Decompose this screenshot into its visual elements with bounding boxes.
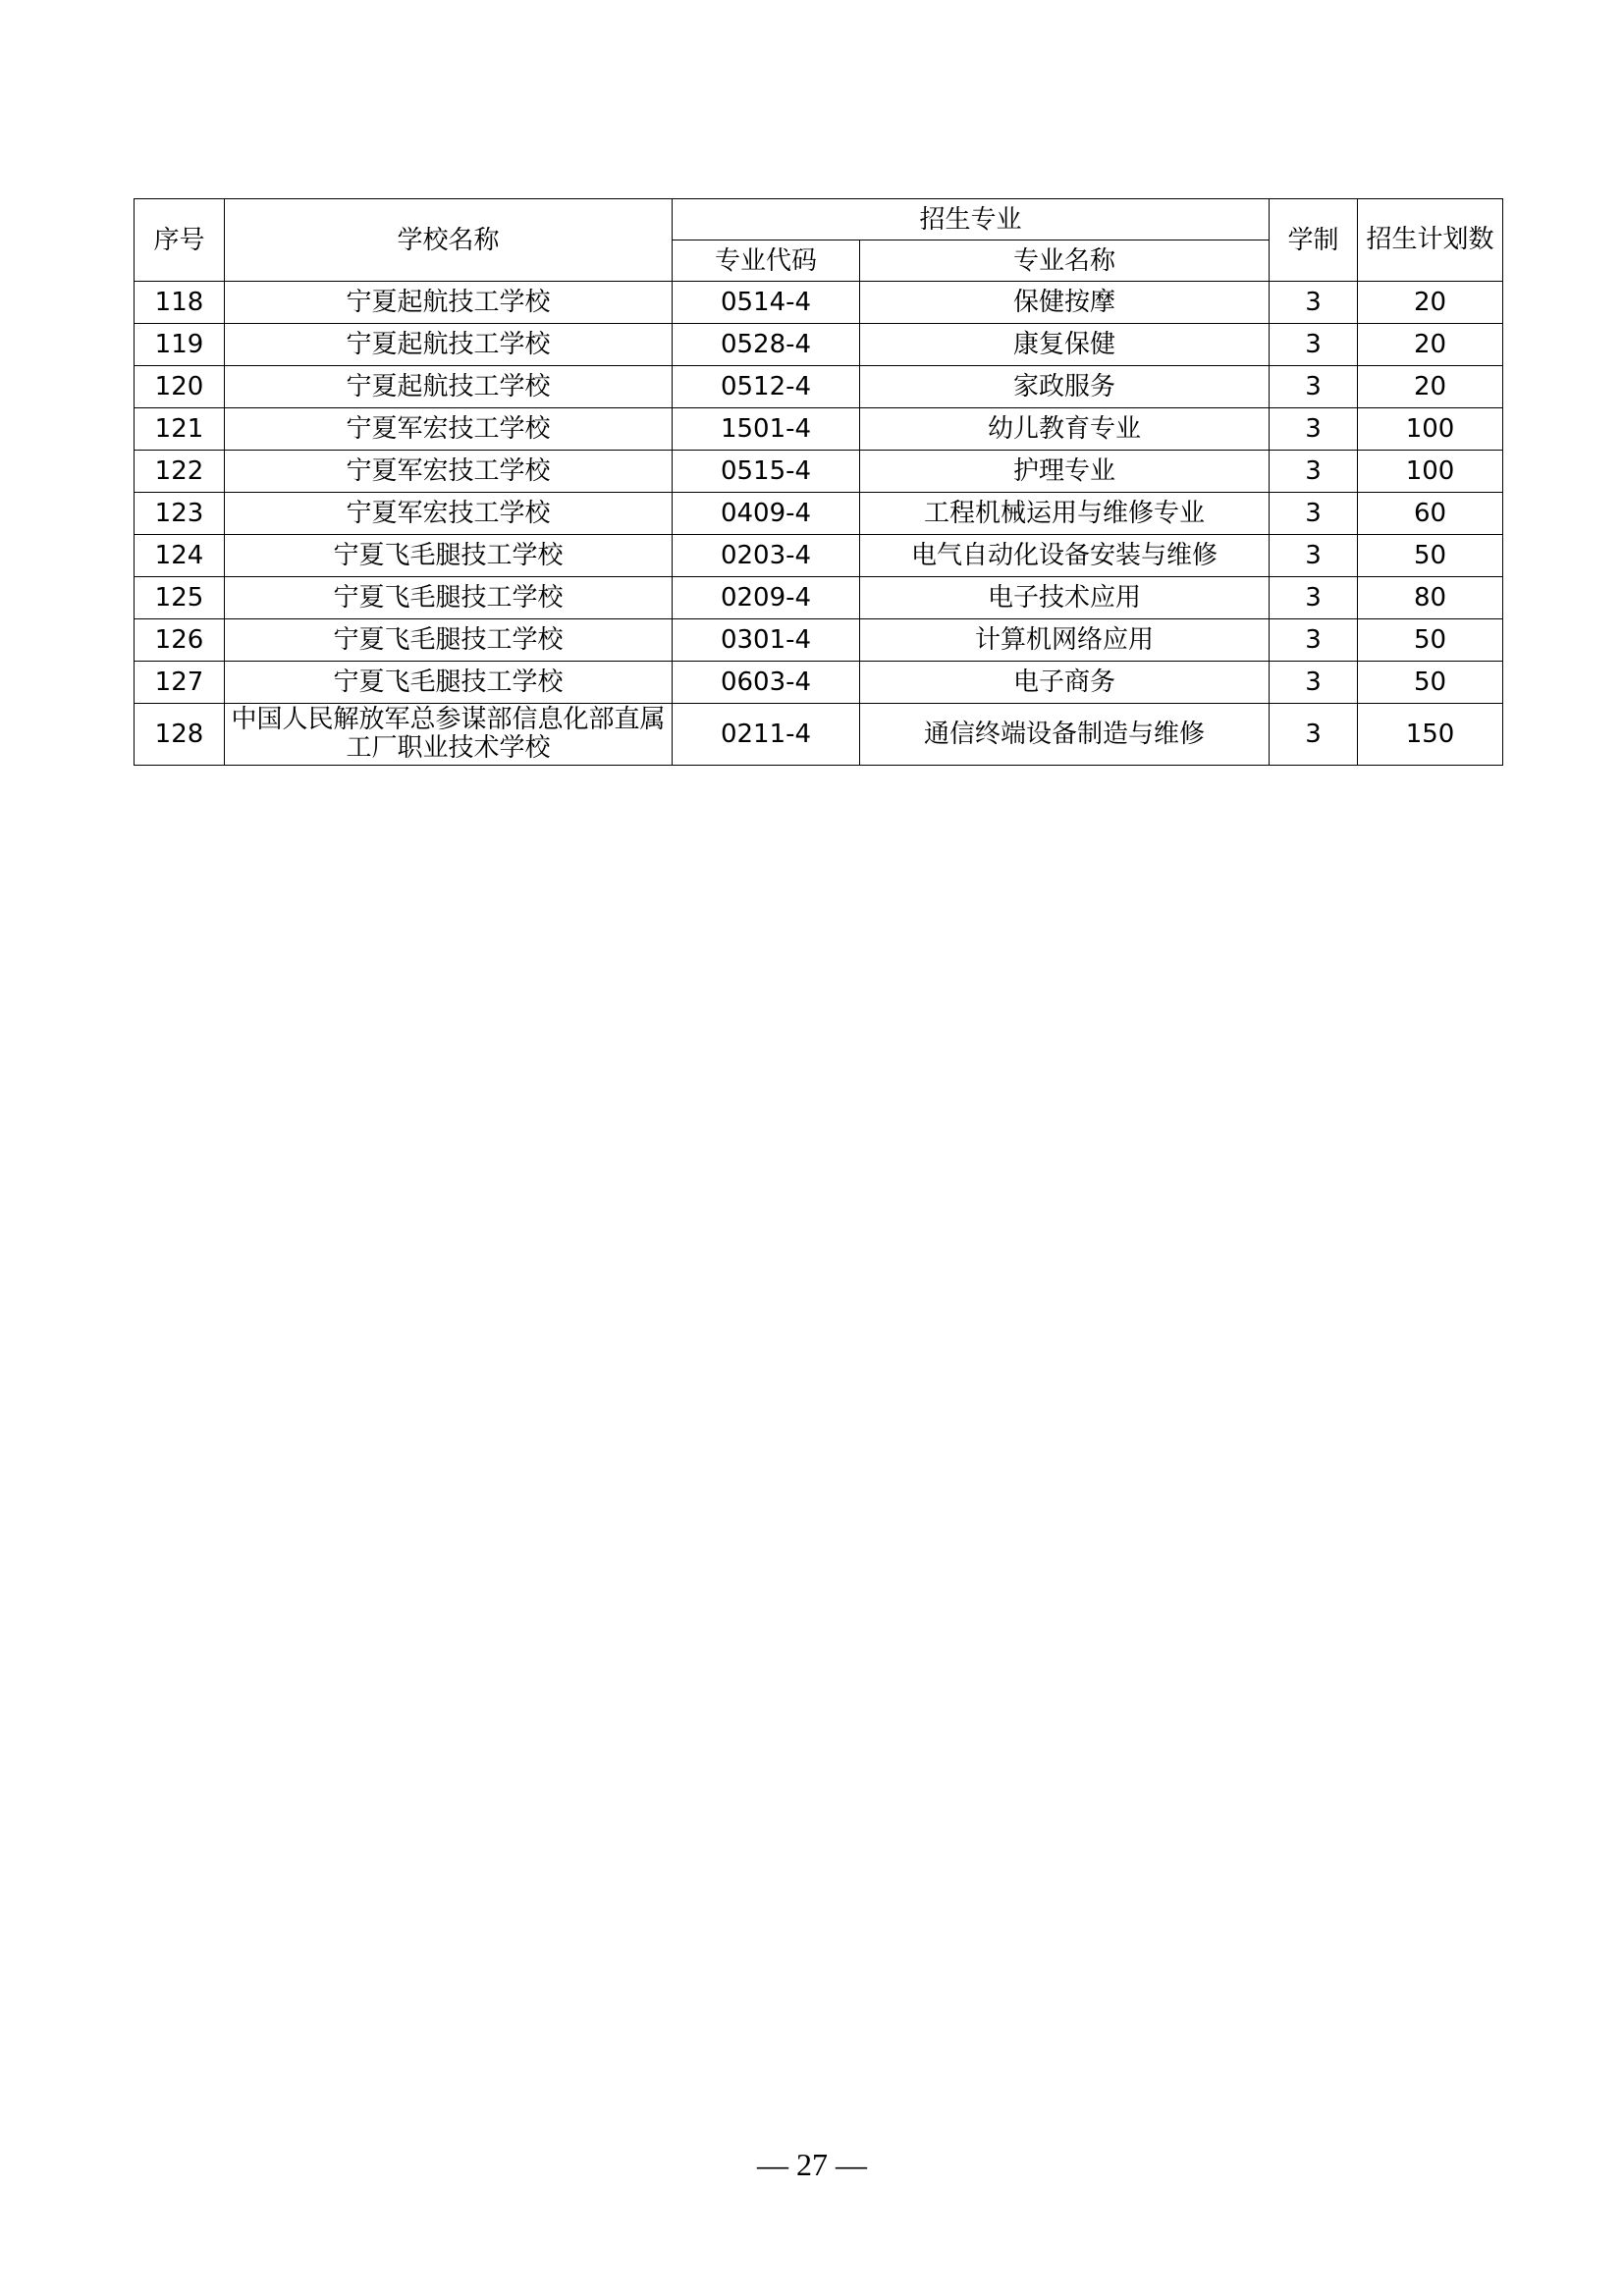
- cell-seq: 128: [135, 704, 225, 766]
- cell-seq: 119: [135, 324, 225, 366]
- header-seq: 序号: [135, 199, 225, 282]
- cell-major: 家政服务: [860, 366, 1270, 408]
- header-major-code: 专业代码: [673, 240, 860, 282]
- cell-seq: 123: [135, 493, 225, 535]
- header-school: 学校名称: [225, 199, 673, 282]
- cell-duration: 3: [1270, 408, 1358, 451]
- cell-plan: 20: [1358, 282, 1503, 324]
- cell-school: 宁夏军宏技工学校: [225, 493, 673, 535]
- table-row: [135, 704, 1503, 766]
- cell-plan: 50: [1358, 619, 1503, 662]
- enrollment-table: [134, 198, 1503, 766]
- cell-major: 幼儿教育专业: [860, 408, 1270, 451]
- cell-duration: 3: [1270, 324, 1358, 366]
- cell-plan: 20: [1358, 324, 1503, 366]
- cell-code: 0512-4: [673, 366, 860, 408]
- table-row: [135, 662, 1503, 704]
- table-row: [135, 493, 1503, 535]
- cell-school: 宁夏飞毛腿技工学校: [225, 577, 673, 619]
- cell-code: 0301-4: [673, 619, 860, 662]
- cell-code: 0209-4: [673, 577, 860, 619]
- cell-code: 0528-4: [673, 324, 860, 366]
- cell-school: 宁夏起航技工学校: [225, 282, 673, 324]
- cell-school: 中国人民解放军总参谋部信息化部直属工厂职业技术学校: [225, 704, 673, 766]
- table-row: [135, 408, 1503, 451]
- cell-major: 工程机械运用与维修专业: [860, 493, 1270, 535]
- cell-duration: 3: [1270, 704, 1358, 766]
- cell-duration: 3: [1270, 493, 1358, 535]
- cell-seq: 118: [135, 282, 225, 324]
- cell-plan: 80: [1358, 577, 1503, 619]
- cell-major: 护理专业: [860, 451, 1270, 493]
- cell-duration: 3: [1270, 662, 1358, 704]
- cell-code: 0603-4: [673, 662, 860, 704]
- cell-school: 宁夏飞毛腿技工学校: [225, 535, 673, 577]
- cell-plan: 50: [1358, 662, 1503, 704]
- table-body: [135, 282, 1503, 766]
- cell-duration: 3: [1270, 451, 1358, 493]
- cell-seq: 124: [135, 535, 225, 577]
- cell-school: 宁夏军宏技工学校: [225, 408, 673, 451]
- cell-plan: 20: [1358, 366, 1503, 408]
- cell-major: 保健按摩: [860, 282, 1270, 324]
- cell-school: 宁夏飞毛腿技工学校: [225, 619, 673, 662]
- cell-duration: 3: [1270, 535, 1358, 577]
- header-duration: 学制: [1270, 199, 1358, 282]
- cell-code: 0409-4: [673, 493, 860, 535]
- cell-code: 0515-4: [673, 451, 860, 493]
- cell-plan: 150: [1358, 704, 1503, 766]
- table-row: [135, 451, 1503, 493]
- cell-school: 宁夏起航技工学校: [225, 366, 673, 408]
- table-row: [135, 535, 1503, 577]
- cell-seq: 120: [135, 366, 225, 408]
- header-plan: 招生计划数: [1358, 199, 1503, 282]
- cell-code: 0203-4: [673, 535, 860, 577]
- table-row: [135, 282, 1503, 324]
- cell-duration: 3: [1270, 366, 1358, 408]
- cell-seq: 125: [135, 577, 225, 619]
- table-row: [135, 366, 1503, 408]
- cell-plan: 100: [1358, 451, 1503, 493]
- cell-seq: 126: [135, 619, 225, 662]
- cell-code: 1501-4: [673, 408, 860, 451]
- cell-code: 0514-4: [673, 282, 860, 324]
- cell-major: 计算机网络应用: [860, 619, 1270, 662]
- page-number: — 27 —: [757, 2147, 867, 2182]
- cell-school: 宁夏起航技工学校: [225, 324, 673, 366]
- cell-plan: 60: [1358, 493, 1503, 535]
- cell-code: 0211-4: [673, 704, 860, 766]
- cell-major: 通信终端设备制造与维修: [860, 704, 1270, 766]
- table-row: [135, 324, 1503, 366]
- cell-seq: 127: [135, 662, 225, 704]
- cell-major: 康复保健: [860, 324, 1270, 366]
- table-header: [135, 199, 1503, 282]
- header-row-1: [135, 199, 1503, 240]
- cell-seq: 121: [135, 408, 225, 451]
- cell-plan: 50: [1358, 535, 1503, 577]
- cell-school: 宁夏飞毛腿技工学校: [225, 662, 673, 704]
- cell-major: 电子技术应用: [860, 577, 1270, 619]
- cell-duration: 3: [1270, 577, 1358, 619]
- cell-seq: 122: [135, 451, 225, 493]
- cell-duration: 3: [1270, 282, 1358, 324]
- cell-school: 宁夏军宏技工学校: [225, 451, 673, 493]
- header-major-name: 专业名称: [860, 240, 1270, 282]
- cell-plan: 100: [1358, 408, 1503, 451]
- table-row: [135, 577, 1503, 619]
- cell-duration: 3: [1270, 619, 1358, 662]
- header-major-group: 招生专业: [673, 199, 1270, 240]
- cell-major: 电气自动化设备安装与维修: [860, 535, 1270, 577]
- cell-major: 电子商务: [860, 662, 1270, 704]
- table-row: [135, 619, 1503, 662]
